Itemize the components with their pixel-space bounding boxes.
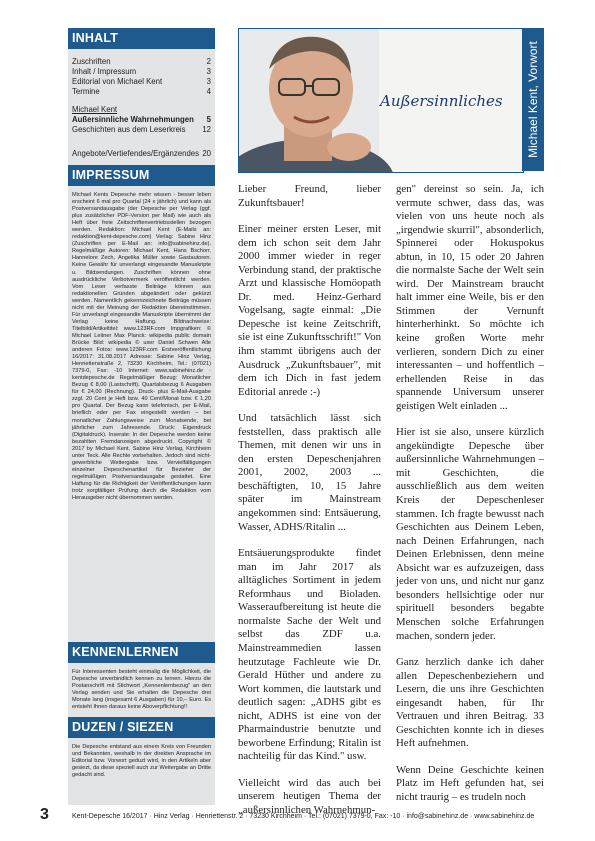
kennenlernen-heading: KENNENLERNEN xyxy=(68,642,215,663)
toc-item[interactable]: Editorial von Michael Kent 3 xyxy=(72,77,211,86)
vertical-title: Michael Kent, Vorwort xyxy=(526,41,540,158)
duzen-text: Die Depesche entstand aus einem Kreis von Freunden und Bekannten, weshalb in der direkten Ansprache im Editorial bzw. Vorwort geduzt wird, in den Artikeln aber gesiezt, da diese speziell auch zur Weitergabe an Dritte gedacht sind. xyxy=(72,744,211,779)
toc-group-label: Michael Kent xyxy=(72,105,118,114)
editorial-column-1 xyxy=(238,183,381,831)
toc-item[interactable]: Angebote/Vertiefendes/Ergänzendes 20 xyxy=(72,149,211,158)
inhalt-heading: INHALT xyxy=(68,28,215,49)
toc-item[interactable]: Zuschriften 2 xyxy=(72,57,211,66)
paragraph: Wenn Deine Geschichte keinen Platz im Heft gefunden hat, sei nicht traurig – es trudeln noch xyxy=(396,763,544,803)
paragraph: Und tatsächlich lässt sich feststellen, dass praktisch alle Themen, mit denen wir uns in den ersten Depeschenjahren 2001, 2002, 2003 ... beschäftigten, 10, 15 Jahre später im Mainstream angekommen sind: Entsäuerung, Wasser, ADHS/Ritalin ... xyxy=(238,412,381,533)
toc-item[interactable]: Außersinnliche Wahrnehmungen 5 xyxy=(72,115,211,124)
toc-item[interactable]: Inhalt / Impressum 3 xyxy=(72,67,211,76)
paragraph: Vielleicht wird das auch bei unserem heutigen Thema der „außersinnlichen Wahrnehmun- xyxy=(238,776,381,816)
page-number: 3 xyxy=(40,806,49,823)
paragraph: Entsäuerungsprodukte findet man im Jahr 2017 als alltägliches Sortiment in jedem Reformhaus und Bioladen. Wasseraufbereitung ist heute die normalste Sache der Welt und selbst das ZDF u.a. Mainstreammedien lassen heutzutage Fachleute wie Dr. Gerald Hüther und andere zu Wort kommen, die lautstark und deutlich sagen: „ADHS gibt es nicht, ADHS ist eine von der Pharmaindustrie benutzte und beworbene Erfindung; Ritalin ist nachteilig für das Kind." usw. xyxy=(238,547,381,763)
salutation: Lieber Freund, lieber Zukunftsbauer! xyxy=(238,183,381,209)
kennenlernen-text: Für Interessenten besteht einmalig die Möglichkeit, die Depesche unverbindlich kennen zu lernen. Hierzu die Postanschrift mit Stichwort „Kennenlernbezug" an den Verlag senden und Sie erhalten die Depesche drei Monate lang (insgesamt 6 Ausgaben) für 10,– Euro. Es entsteht Ihnen daraus keine Aboverpflichtung!! xyxy=(72,669,211,711)
paragraph: Einer meiner ersten Leser, mit dem ich schon seit dem Jahr 2000 immer wieder in reger Verbindung stand, der praktische Arzt und klassische Homöopath Dr. med. Heinz-Gerhard Vogelsang, sagte einmal: „Die Depesche ist keine Zeitschrift, sie ist eine Zukunftsschrift!" Von ihm stammt übrigens auch der Ausdruck „Zukunftsbauer", mit dem ich Dich in fast jedem Editorial anrede :-) xyxy=(238,223,381,398)
paragraph: gen" dereinst so sein. Ja, ich vermute schwer, dass das, was vielen von uns heute noch als „irgendwie skurril", absonderlich, Spinnerei oder Hokuspokus abtun, in 10, 15 oder 20 Jahren die normalste Sache der Welt sein wird. Der Mainstream braucht halt immer eine Weile, bis er den Stimmen der Vernunft hinterherhinkt. So möchte ich keine großen Worte mehr verlieren, sondern Dich zu einer interessanten – und hoffentlich – erhellenden Reise in das spannende Universum unserer geistigen Welt einladen ... xyxy=(396,183,544,412)
paragraph: Ganz herzlich danke ich daher allen Depeschenbeziehern und Lesern, die uns ihre Geschichten eingesandt haben, für Ihr Vertrauen und ihren Beitrag. 33 Geschichten konnte ich in dieses Heft aufnehmen. xyxy=(396,656,544,750)
vertical-title-bar xyxy=(522,28,544,171)
script-title: Außersinnliches xyxy=(380,92,503,110)
impressum-text: Michael Kents Depesche mehr wissen - besser leben erscheint 6 mal pro Quartal (24 x jährlich) und kann als Postversandausgabe (der Depesche per Verlag (ggf. plus zusätzlicher PDF-Version per Mail) wie auch als Heft über freie Zeitschriftenvertriebsstellen bezogen werden. Redaktion: Michael Kent (E-Mails an: redaktion@kent-depesche.com) Verlag: Sabine Hinz (Zuschriften per E-Mail an: info@sabinehinz.de). Regelmäßige Autoren: Michael Kent, Hans Bschorr, Hannelore Zech, Angelika Müller sowie Gastautoren. Keine Gewähr für unverlangt eingesandte Manuskripte u. Bildsendungen. Zuschriften können ohne ausdrückliche Verbotvermerk veröffentlicht werden. Vom Leser verfasste Beiträge können aus redaktionellen Gründen abgeändert oder gekürzt werden. Namentlich gekennzeichnete Beiträge müssen nicht mit der Meinung der Redaktion übereinstimmen. Für unverlangt eingesandte Manuskripte übernimmt der Verlag keine Haftung. Bildnachweise: Titelbild/Artikeltitel: www.123RF.com Impgrafiken: © Michael Leitner Max Planck: wikipedia public domain Brücke Bild: wikipedia © user Daniel Schwen Alle anderen Fotos: www.123RF.com Erstveröffentlichung 16/2017: 31.08.2017 Adresse: Sabine Hinz Verlag, Henriettenstraße 2, 73230 Kirchheim, Tel.: (07021) 7379-0, Fax: -10 Internet: www.sabinehinz.de · kentdepesche.de Regelmäßiger Bezug: Monatlicher Bezug € 8,00 (Lastschrift). Quartalsbezug 6 Ausgaben für € 24,00 (Rechnung). Druck- plus E-Mail-Ausgabe zzgl. 20 Cent je Heft bzw. 40 Cent/Monat bzw. € 1,20 pro Quartal. Der Bezug kann telefonisch, per E-Mail, brieflich oder per Fax eingestellt werden – bei monatlicher Zahlungsweise zum Monatsende, bei jährlicher zum Jahresende. Druck: Eigendruck (Digitaldruck). Inserate: In der Depesche werden keine bezahlten Fremdanzeigen abgedruckt. Copyright © 2017 by Michael Kent, Sabine Hinz Verlag, Kirchheim unter Teck. Alle Rechte vorbehalten. Jedoch sind nicht-gewerbliche Weitergabe bzw. Vervielfältigungen einzelner Depeschenartikel für Bezieher der regelmäßigen Postversandausgabe gestattet. Eine Haftung für die Richtigkeit der Veröffentlichungen kann trotz sorgfältiger Prüfung durch die Redaktion vom Herausgeber nicht übernommen werden. xyxy=(72,192,211,502)
table-of-contents xyxy=(68,49,215,165)
page-footer xyxy=(30,808,560,826)
footer-text: Kent-Depesche 16/2017 · Hinz Verlag · Henriettenstr. 2 · 73230 Kirchheim · Tel.: (07021) 7379-0, Fax: -10 · info@sabinehinz.de · www.sabinehinz.de xyxy=(72,813,535,820)
editorial-column-2 xyxy=(396,183,544,818)
toc-item[interactable]: Geschichten aus dem Leserkreis 12 xyxy=(72,125,211,134)
toc-item[interactable]: Termine 4 xyxy=(72,87,211,96)
paragraph: Hier ist sie also, unsere kürzlich angekündigte Depesche über außersinnliche Wahrnehmungen – mit Geschichten, die ausschließlich aus dem weiten Kreis der Depeschenleser stammen. Ich fragte bewusst nach Geschichten aus Deinem Leben, nach Deinen Erfahrungen, nach Deinen Erlebnissen, denn meine Absicht war es aufzuzeigen, dass jeder von uns, und nicht nur ganz besonders hellsichtige oder nur spirituell besonders begabte Menschen solche Erfahrungen machen, sondern jeder. xyxy=(396,426,544,642)
duzen-heading: DUZEN / SIEZEN xyxy=(68,717,215,738)
impressum-heading: IMPRESSUM xyxy=(68,165,215,186)
sidebar xyxy=(68,28,215,805)
